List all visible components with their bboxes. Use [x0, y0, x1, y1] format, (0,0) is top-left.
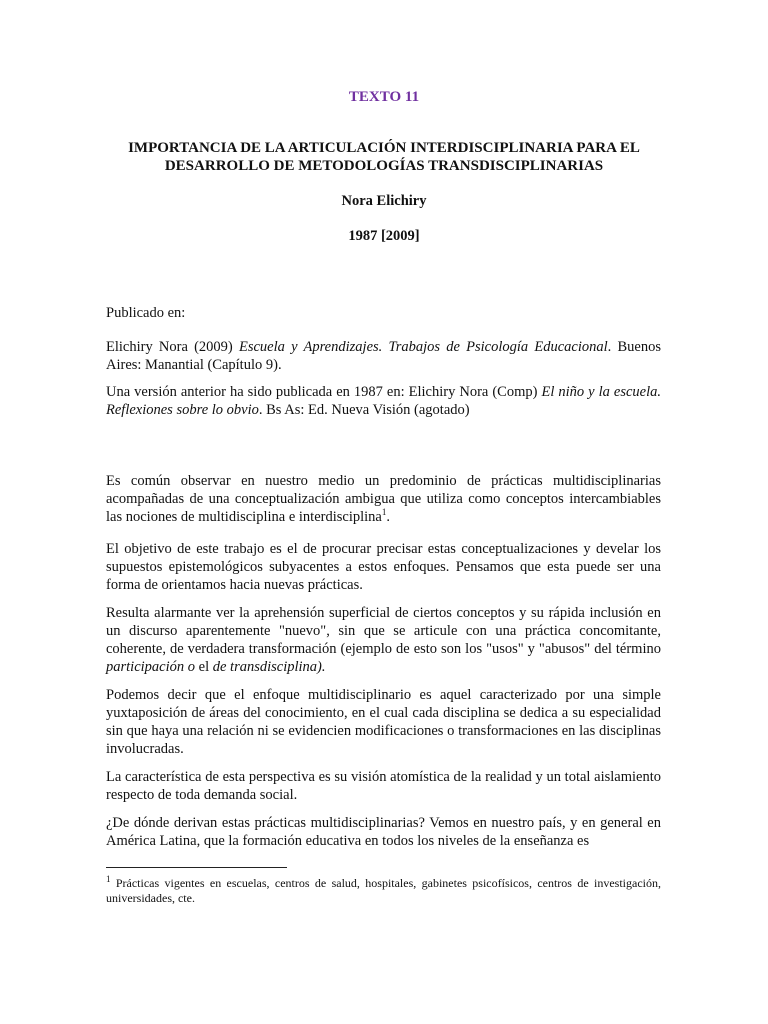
paragraph-3	[106, 604, 661, 676]
paragraph-5: La característica de esta perspectiva es su visión atomística de la realidad y un total aislamiento respecto de toda demanda social.	[106, 769, 661, 803]
footnote-ref: 1	[381, 507, 387, 518]
reference-2	[106, 383, 661, 419]
author: Nora Elichiry	[341, 193, 427, 209]
paragraph-3-term-2: de transdisciplina).	[212, 659, 326, 675]
paragraph-3-text: Resulta alarmante ver la aprehensión superficial de ciertos conceptos y su rápida inclusión en un discurso aparentemente "nuevo", sin que se articule con una práctica concomitante, coherente, de verdadera transformación (ejemplo de esto son los "usos" y "abusos" del término	[106, 605, 661, 657]
reference-1-publisher: . Buenos Aires: Manantial (Capítulo 9).	[106, 339, 662, 373]
paragraph-2: El objetivo de este trabajo es el de procurar precisar estas conceptualizaciones y develar los supuestos epistemológicos subyacentes a estos enfoques. Pensamos que esta puede ser una forma de orientamos hacia nuevas prácticas.	[106, 541, 661, 593]
paragraph-6: ¿De dónde derivan estas prácticas multidisciplinarias? Vemos en nuestro país, y en general en América Latina, que la formación educativa en todos los niveles de la enseñanza es	[106, 815, 661, 849]
year: 1987 [2009]	[348, 228, 420, 244]
paragraph-4: Podemos decir que el enfoque multidisciplinario es aquel caracterizado por una simple yuxtaposición de áreas del conocimiento, en el cual cada disciplina se dedica a su especialidad sin que haya una relación ni se evidencien modificaciones o transformaciones en las disciplinas involucradas.	[106, 687, 661, 757]
reference-1-author: Elichiry Nora (2009)	[106, 339, 239, 355]
paragraph-3-connector: el	[195, 659, 213, 675]
paragraph-1-text: Es común observar en nuestro medio un predominio de prácticas multidisciplinarias acompañadas de una conceptualización ambigua que utiliza como conceptos intercambiables las nociones de multidisciplina e interdisciplina	[106, 473, 661, 525]
footnote-text: Prácticas vigentes en escuelas, centros de salud, hospitales, gabinetes psicofísicos, centros de investigación, universidades, cte.	[106, 876, 661, 905]
title-line-1: IMPORTANCIA DE LA ARTICULACIÓN INTERDISCIPLINARIA PARA EL	[128, 140, 640, 156]
reference-1-title: Escuela y Aprendizajes. Trabajos de Psicología Educacional	[238, 339, 608, 355]
footnote-number: 1	[106, 874, 111, 884]
title-line-2: DESARROLLO DE METODOLOGÍAS TRANSDISCIPLINARIAS	[164, 158, 604, 174]
reference-2-author: Una versión anterior ha sido publicada en 1987 en: Elichiry Nora (Comp)	[106, 384, 542, 400]
reference-2-title: El niño y la escuela. Reflexiones sobre lo obvio	[106, 384, 661, 418]
published-label: Publicado en:	[106, 305, 186, 321]
footnote	[106, 876, 661, 906]
reference-1	[106, 338, 661, 374]
footnote-separator	[106, 867, 287, 868]
paragraph-3-term-1: participación o	[106, 659, 196, 675]
paragraph-1-end: .	[386, 509, 390, 525]
section-label: TEXTO 11	[348, 89, 420, 105]
reference-2-publisher: . Bs As: Ed. Nueva Visión (agotado)	[258, 402, 470, 418]
paragraph-1	[106, 472, 661, 526]
